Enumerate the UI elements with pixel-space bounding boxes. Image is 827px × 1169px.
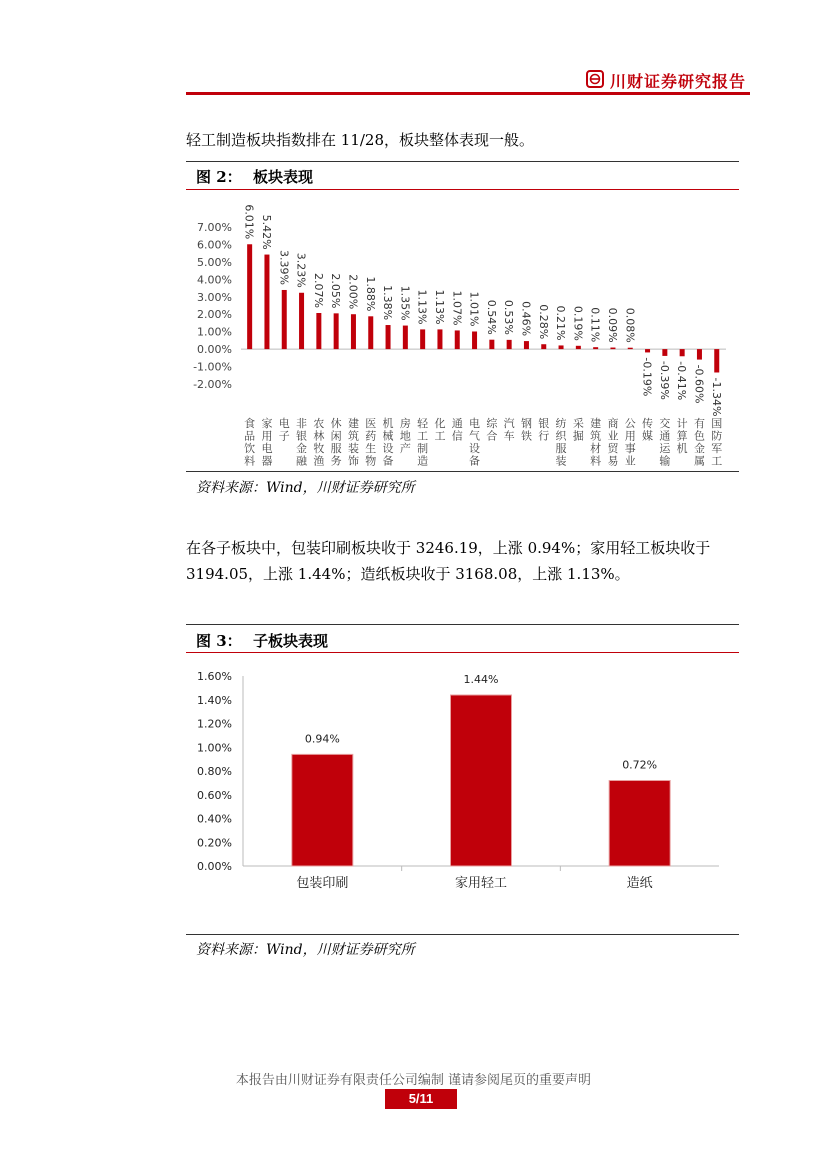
category-char: 计 (676, 417, 688, 430)
category-char: 渔 (313, 454, 325, 468)
category-label: 造纸 (626, 876, 653, 891)
value-label: 0.09% (605, 307, 619, 343)
category-char: 筑 (347, 429, 359, 443)
category-char: 色 (693, 429, 705, 443)
bar (437, 329, 442, 349)
category-label (434, 416, 445, 443)
figure3-bottom-rule (186, 934, 739, 935)
category-char: 工 (417, 429, 429, 443)
category-char: 品 (244, 429, 256, 443)
category-char: 设 (469, 442, 481, 455)
category-char: 械 (382, 429, 394, 443)
category-label (486, 416, 498, 443)
category-label (296, 416, 308, 468)
category-char: 车 (503, 429, 515, 443)
value-labels (243, 204, 723, 416)
figure2-top-rule (186, 161, 739, 162)
value-label: 3.39% (277, 250, 291, 285)
value-label: 0.11% (588, 307, 602, 343)
bar (351, 314, 356, 349)
header-rule (186, 92, 750, 95)
category-label (677, 416, 688, 455)
category-label: 家用轻工 (454, 876, 508, 891)
figure2-title: 板块表现 (253, 168, 314, 186)
bar (451, 695, 512, 866)
category-char: 属 (693, 454, 705, 468)
category-char: 务 (330, 454, 342, 468)
category-char: 融 (296, 454, 308, 468)
value-label: 1.13% (432, 289, 446, 325)
category-label (279, 416, 290, 443)
category-char: 装 (555, 454, 567, 468)
category-char: 输 (659, 454, 671, 468)
value-label: 1.35% (398, 285, 412, 321)
category-char: 家 (261, 417, 273, 430)
figure2-label: 图 2： (196, 168, 242, 186)
category-char: 业 (624, 454, 636, 468)
bar (559, 345, 564, 349)
category-char: 媒 (642, 429, 654, 443)
category-char: 设 (382, 442, 394, 455)
category-char: 国 (711, 417, 723, 430)
bar (507, 340, 512, 349)
value-label: 1.01% (467, 291, 481, 327)
category-char: 电 (261, 442, 273, 455)
bar (403, 326, 408, 350)
category-char: 信 (451, 429, 463, 443)
category-char: 饰 (347, 454, 359, 468)
category-label (694, 417, 705, 468)
category-char: 料 (244, 454, 256, 468)
bars (247, 244, 719, 372)
category-char: 牧 (313, 442, 325, 455)
bar (455, 330, 460, 349)
figure3-source: 资料来源：Wind，川财证券研究所 (196, 942, 415, 958)
category-char: 备 (469, 454, 481, 468)
figure3-title: 子板块表现 (253, 632, 329, 650)
bar (645, 349, 650, 352)
category-char: 工 (711, 454, 723, 468)
figure3-top-rule (186, 624, 739, 625)
subsector-performance-chart (186, 653, 746, 935)
value-label: 1.07% (450, 290, 464, 326)
bar (662, 349, 667, 356)
category-char: 服 (330, 442, 342, 455)
y-tick-label: 0.20% (197, 836, 232, 850)
y-tick-label: 2.00% (197, 308, 232, 322)
category-char: 商 (607, 417, 619, 430)
category-char: 闲 (330, 429, 342, 443)
category-char: 用 (624, 429, 636, 443)
figure3-label: 图 3： (196, 632, 242, 650)
category-char: 运 (659, 442, 671, 455)
category-label (607, 416, 619, 468)
category-char: 事 (624, 442, 636, 455)
category-label (642, 416, 653, 443)
y-tick-label: -2.00% (193, 378, 232, 391)
category-char: 易 (607, 454, 619, 468)
category-char: 地 (399, 429, 411, 443)
category-char: 掘 (572, 429, 584, 443)
bar (386, 325, 391, 349)
bar (609, 781, 670, 867)
y-tick-label: -1.00% (193, 360, 232, 374)
figure2-bottom-rule (186, 471, 739, 472)
category-char: 交 (659, 417, 671, 430)
category-char: 建 (590, 417, 602, 430)
value-label: 2.00% (346, 274, 360, 310)
bar (680, 349, 685, 356)
category-labels (296, 875, 652, 891)
bar (472, 331, 477, 349)
y-tick-label: 1.40% (197, 693, 232, 707)
category-char: 气 (469, 429, 481, 443)
category-char: 医 (365, 417, 377, 430)
category-label (711, 417, 722, 468)
category-char: 服 (555, 442, 567, 455)
category-char: 有 (693, 417, 705, 430)
category-char: 金 (693, 442, 705, 455)
category-char: 食 (244, 417, 256, 430)
category-char: 轻 (417, 417, 429, 430)
bar (489, 340, 494, 349)
value-label: -0.19% (640, 357, 654, 397)
category-label (244, 417, 255, 468)
y-tick-label: 5.00% (197, 255, 232, 269)
subsector-paragraph-line1: 在各子板块中，包装印刷板块收于 3246.19，上涨 0.94%；家用轻工板块收于 (186, 539, 711, 557)
category-char: 防 (711, 429, 723, 443)
category-char: 算 (676, 429, 688, 443)
category-char: 合 (486, 429, 498, 443)
category-char: 材 (590, 442, 602, 455)
category-char: 产 (399, 442, 411, 455)
value-label: 1.88% (363, 276, 377, 312)
category-char: 器 (261, 454, 273, 468)
value-label: -1.34% (709, 377, 723, 417)
bar (299, 293, 304, 349)
category-char: 饮 (244, 442, 256, 455)
bar (292, 754, 353, 866)
category-label (417, 417, 429, 468)
value-label: 6.01% (242, 204, 256, 240)
figure2-source: 资料来源：Wind，川财证券研究所 (196, 480, 415, 496)
category-label (313, 417, 324, 468)
bar (420, 329, 425, 349)
category-label (556, 417, 568, 468)
category-char: 银 (538, 417, 550, 430)
value-label: 0.53% (502, 299, 516, 335)
category-char: 化 (434, 417, 446, 430)
y-tick-label: 0.40% (197, 812, 232, 826)
category-label: 包装印刷 (296, 876, 349, 891)
sector-performance-chart (186, 190, 746, 472)
category-char: 军 (711, 442, 723, 455)
chuancai-logo-icon (586, 70, 604, 88)
y-tick-label: 1.00% (197, 325, 232, 339)
value-label: 1.44% (463, 673, 499, 686)
category-char: 林 (313, 429, 325, 443)
value-label: 0.54% (484, 299, 498, 335)
category-char: 通 (451, 417, 463, 430)
y-tick-label: 0.80% (197, 765, 232, 778)
value-label: 3.23% (294, 252, 308, 288)
category-labels (244, 416, 722, 468)
value-label: 0.28% (536, 304, 550, 340)
value-label: 0.46% (519, 301, 533, 337)
value-label: -0.41% (675, 361, 689, 401)
category-char: 筑 (590, 429, 602, 443)
category-char: 用 (261, 429, 273, 443)
bar (334, 313, 339, 349)
bar (282, 290, 287, 349)
value-label: 0.19% (571, 305, 585, 341)
report-header-title: 川财证券研究报告 (610, 72, 747, 91)
category-char: 工 (434, 429, 446, 443)
category-char: 综 (486, 417, 498, 430)
subsector-paragraph-line2: 3194.05，上涨 1.44%；造纸板块收于 3168.08，上涨 1.13%。 (186, 565, 630, 583)
category-char: 公 (624, 417, 636, 430)
y-tick-label: 4.00% (197, 273, 232, 287)
bar (697, 349, 702, 359)
y-tick-label: 1.20% (197, 717, 232, 731)
value-label: 0.08% (623, 307, 637, 343)
category-char: 房 (399, 417, 411, 430)
category-char: 汽 (503, 417, 515, 430)
y-tick-label: 0.00% (197, 343, 232, 357)
category-char: 金 (296, 442, 308, 455)
bar (524, 341, 529, 349)
bar (593, 347, 598, 349)
category-char: 业 (607, 429, 619, 443)
category-label (400, 416, 411, 455)
category-label (331, 416, 342, 468)
category-char: 生 (365, 442, 377, 455)
bar (316, 313, 321, 349)
category-char: 农 (313, 417, 325, 430)
bar (628, 348, 633, 349)
category-char: 行 (538, 429, 550, 443)
category-label (521, 416, 532, 443)
category-char: 银 (296, 429, 308, 443)
bar (576, 346, 581, 349)
y-tick-label: 3.00% (197, 290, 232, 304)
value-label: -0.39% (657, 360, 671, 400)
category-label (538, 416, 549, 443)
category-char: 物 (365, 454, 377, 468)
category-char: 子 (278, 429, 290, 443)
category-char: 造 (417, 454, 429, 468)
bar (714, 349, 719, 372)
category-label (659, 416, 671, 468)
y-tick-label: 0.00% (197, 860, 232, 873)
value-label: 0.72% (622, 758, 658, 772)
value-label: -0.60% (692, 364, 706, 404)
bar (247, 244, 252, 349)
category-char: 铁 (520, 429, 532, 443)
category-char: 贸 (607, 442, 619, 455)
footer-disclaimer: 本报告由川财证券有限责任公司编制 谨请参阅尾页的重要声明 (235, 1073, 592, 1088)
category-char: 备 (382, 454, 394, 468)
category-label (261, 416, 272, 468)
category-label (383, 416, 394, 468)
category-char: 传 (642, 417, 654, 430)
bar (368, 316, 373, 349)
y-tick-label: 7.00% (197, 221, 232, 234)
category-char: 电 (278, 417, 290, 430)
category-char: 建 (347, 417, 359, 430)
category-label (365, 417, 376, 468)
category-char: 机 (382, 417, 394, 430)
category-char: 织 (555, 429, 567, 443)
category-char: 制 (417, 442, 429, 455)
y-tick-label: 1.00% (197, 741, 232, 755)
y-tick-label: 0.60% (197, 788, 232, 802)
category-char: 非 (296, 417, 308, 430)
category-label (590, 416, 601, 468)
category-char: 电 (469, 417, 481, 430)
category-char: 采 (572, 417, 584, 430)
value-label: 0.94% (304, 732, 340, 746)
bar (541, 344, 546, 349)
category-label (625, 417, 636, 468)
value-label: 2.07% (311, 273, 325, 309)
value-label: 2.05% (329, 273, 343, 309)
bar (610, 348, 615, 350)
bars (292, 695, 670, 866)
category-char: 钢 (520, 417, 532, 430)
category-char: 装 (347, 442, 359, 455)
category-label (452, 417, 463, 443)
bar (264, 255, 269, 350)
category-char: 通 (659, 429, 671, 443)
value-label: 1.13% (415, 289, 429, 325)
intro-paragraph: 轻工制造板块指数排在 11/28，板块整体表现一般。 (186, 131, 534, 149)
y-tick-label: 1.60% (197, 670, 232, 683)
y-tick-label: 6.00% (197, 238, 232, 252)
category-char: 药 (365, 429, 377, 443)
category-label (469, 416, 480, 468)
category-label (348, 416, 359, 468)
category-char: 休 (330, 417, 342, 430)
page-number: 5/11 (385, 1089, 457, 1109)
category-char: 料 (590, 454, 602, 468)
category-label (504, 417, 515, 443)
value-label: 1.38% (381, 285, 395, 321)
value-label: 5.42% (259, 214, 273, 250)
category-char: 纺 (555, 417, 567, 430)
category-char: 机 (676, 442, 688, 455)
value-label: 0.21% (554, 305, 568, 341)
category-label (573, 417, 584, 443)
